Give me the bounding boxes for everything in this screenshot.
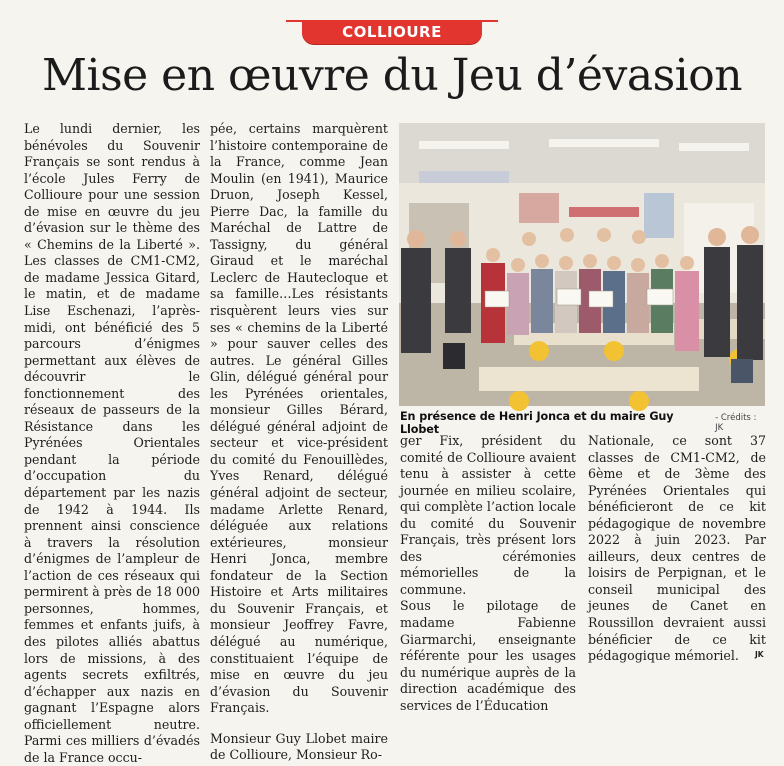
photo-credit: - Crédits : JK	[715, 413, 757, 433]
article-column-2	[210, 121, 388, 764]
headline: Mise en œuvre du Jeu d’évasion	[41, 50, 743, 101]
paragraph: ger Fix, président du comité de Collioure avaient tenu à assister à cette journée en milieu scolaire, qui complète l’action locale du comité du Souvenir Français, très présent lors des cérémonies mémorielles de la commune.	[400, 433, 576, 597]
caption-text: En présence de Henri Jonca et du maire Guy Llobet	[400, 410, 674, 436]
paragraph: Nationale, ce sont 37 classes de CM1-CM2, de 6ème et de 3ème des Pyrénées Orientales qui bénéficieront de ce kit pédagogique de novembre 2022 à juin 2023. Par ailleurs, deux centres de loisirs de Perpignan, et le conseil municipal des jeunes de Canet en Roussillon devraient aussi bénéficier de ce kit pédagogique mémoriel.	[588, 433, 766, 664]
paragraph: Sous le pilotage de madame Fabienne Giarmarchi, enseignante référente pour les usages du numérique auprès de la direction académique des services de l’Éducation	[400, 598, 576, 713]
article-column-1	[24, 121, 200, 766]
paragraph: Monsieur Guy Llobet maire de Collioure, Monsieur Ro-	[210, 730, 388, 763]
section-tag-label: COLLIOURE	[342, 23, 442, 41]
article-column-3	[400, 433, 576, 714]
article-column-4	[588, 433, 766, 665]
author-signature: JK	[755, 650, 764, 659]
article-photo	[399, 123, 765, 406]
paragraph: Le lundi dernier, les bénévoles du Souvenir Français se sont rendus à l’école Jules Ferry de Collioure pour une session de mise en œuvre du jeu d’évasion sur le thème des « Chemins de la Liberté ». Les classes de CM1-CM2, de madame Jessica Gitard, le matin, et de madame Lise Eschenazi, l’après-midi, ont bénéficié des 5 parcours d’énigmes permettant aux élèves de découvrir le fonctionnement des réseaux de passeurs de la Résistance dans les Pyrénées Orientales pendant la période d’occupation du département par les nazis de 1942 à 1944. Ils prennent ainsi conscience à travers la résolution d’énigmes de l’ampleur de l’action de ces réseaux qui permirent à près de 18 000 personnes, hommes, femmes et enfants juifs, à des pilotes alliés abattus lors de missions, à des agents secrets exfiltrés, d’échapper aux nazis en gagnant l’Espagne alors officiellement neutre. Parmi ces milliers d’évadés de la France occu-	[24, 121, 200, 765]
classroom-photo-illustration	[399, 123, 765, 406]
section-tag	[302, 20, 482, 44]
paragraph: pée, certains marquèrent l’histoire contemporaine de la France, comme Jean Moulin (en 1941), Maurice Druon, Joseph Kessel, Pierre Dac, la famille du Maréchal de Lattre de Tassigny, du général Giraud et le maréchal Leclerc de Hautecloque et sa famille…Les résistants risquèrent leurs vies sur ses « chemins de la Liberté » pour sauver celles des autres. Le général Gilles Glin, délégué général pour les Pyrénées orientales, monsieur Gilles Bérard, délégué général adjoint de secteur et vice-président du comité du Fenouillèdes, Yves Renard, délégué général adjoint de secteur, madame Arlette Renard, déléguée aux relations extérieures, monsieur Henri Jonca, membre fondateur de la Section Histoire et Arts militaires du Souvenir Français, et monsieur Jeoffrey Favre, délégué au numérique, constituaient l’équipe de mise en œuvre du jeu d’évasion du Souvenir Français.	[210, 121, 388, 716]
